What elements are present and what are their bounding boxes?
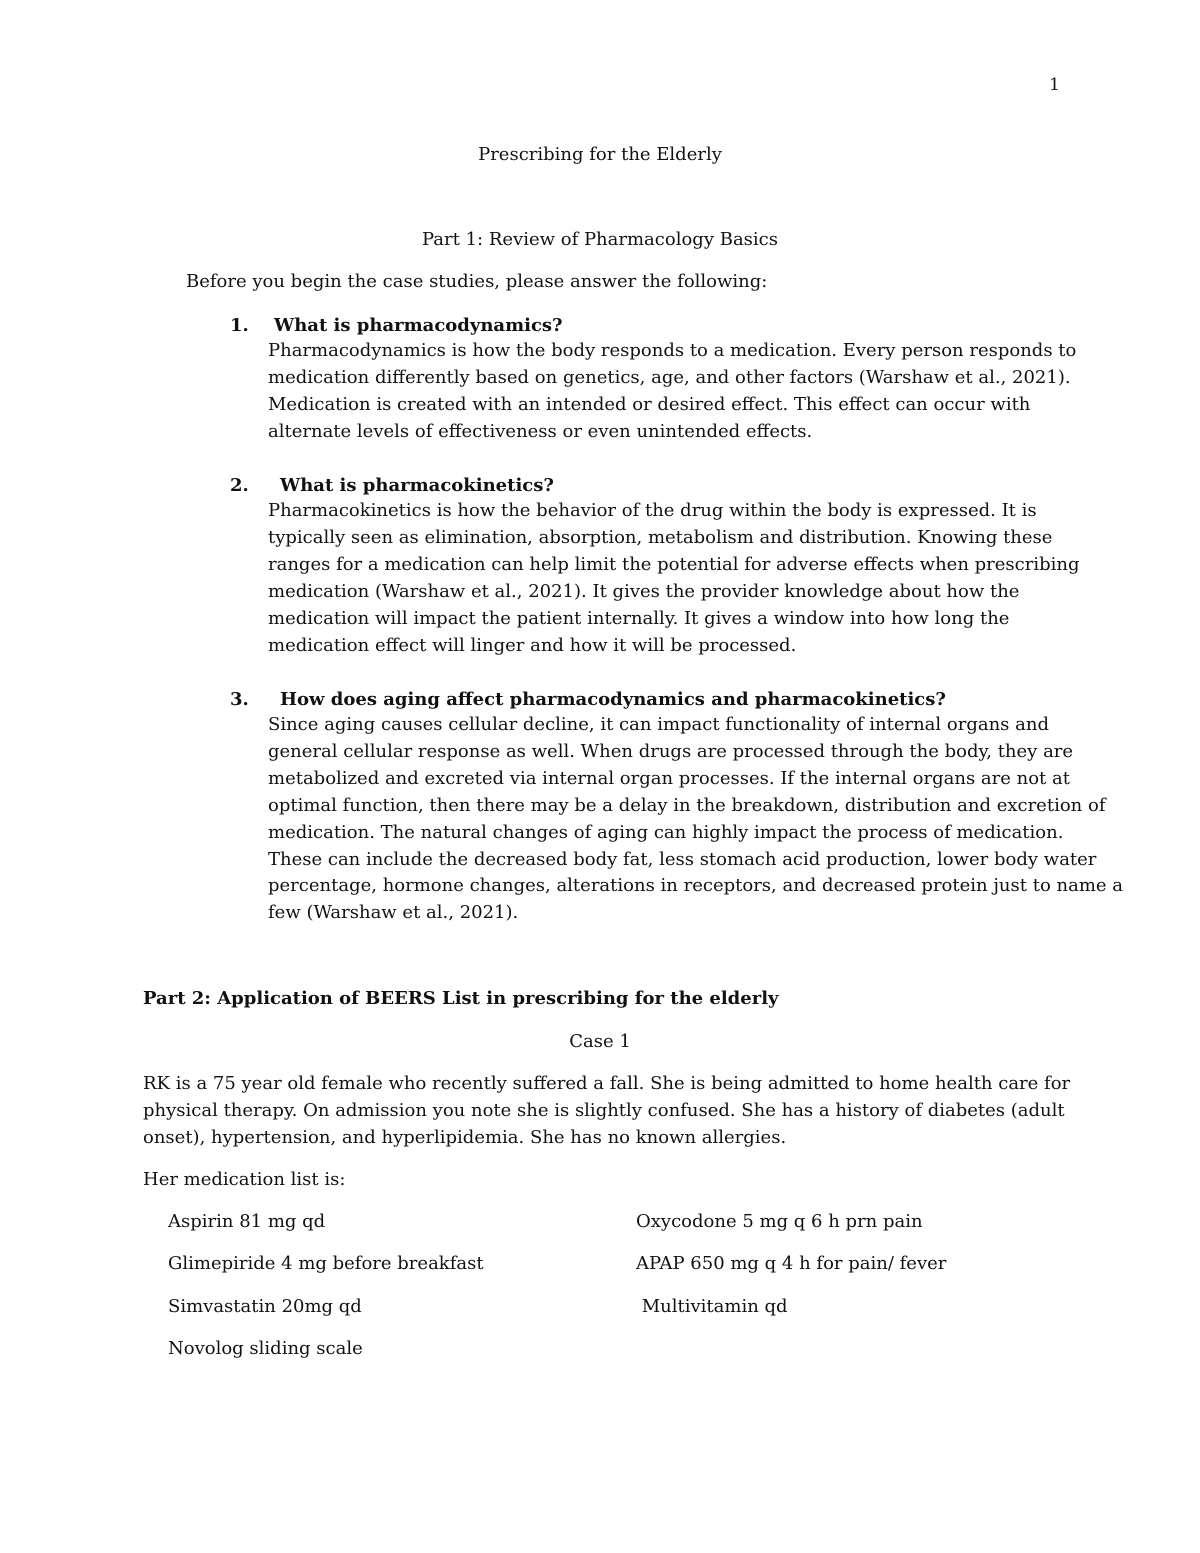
answer-line: Pharmacodynamics is how the body responds to a medication. Every person responds to — [268, 340, 1077, 361]
medication-item: Simvastatin 20mg qd — [168, 1296, 362, 1317]
part2-heading: Part 2: Application of BEERS List in prescribing for the elderly — [143, 988, 779, 1009]
answer-line: percentage, hormone changes, alterations in receptors, and decreased protein just to name a — [268, 875, 1123, 897]
case-line: onset), hypertension, and hyperlipidemia. She has no known allergies. — [143, 1127, 787, 1148]
answer-line: medication (Warshaw et al., 2021). It gives the provider knowledge about how the — [268, 580, 1020, 602]
answer-line: general cellular response as well. When drugs are processed through the body, they are — [268, 740, 1074, 762]
case-line: RK is a 75 year old female who recently suffered a fall. She is being admitted to home health care for — [143, 1073, 1071, 1094]
answer-line: metabolized and excreted via internal organ processes. If the internal organs are not at — [268, 767, 1070, 789]
medication-list-label: Her medication list is: — [143, 1169, 346, 1190]
answer-line: These can include the decreased body fat, less stomach acid production, lower body water — [268, 848, 1097, 870]
answer-line: few (Warshaw et al., 2021). — [268, 902, 519, 924]
answer-block — [268, 712, 1123, 927]
question-number: 3. — [230, 689, 249, 710]
part1-heading: Part 1: Review of Pharmacology Basics — [421, 229, 778, 250]
answer-line: medication differently based on genetics, age, and other factors (Warshaw et al., 2021). — [268, 366, 1071, 388]
answer-block — [268, 338, 1077, 446]
answer-line: ranges for a medication can help limit the potential for adverse effects when prescribing — [268, 553, 1080, 575]
answer-line: Since aging causes cellular decline, it can impact functionality of internal organs and — [268, 714, 1049, 735]
question-number: 2. — [230, 475, 249, 496]
question-title: What is pharmacokinetics? — [280, 475, 554, 496]
answer-block — [268, 498, 1080, 659]
answer-line: Medication is created with an intended or desired effect. This effect can occur with — [268, 393, 1031, 415]
question-title: What is pharmacodynamics? — [274, 315, 563, 336]
question-number: 1. — [230, 315, 249, 336]
answer-line: medication effect will linger and how it will be processed. — [268, 634, 797, 656]
case-line: physical therapy. On admission you note she is slightly confused. She has a history of diabetes (adult — [143, 1100, 1065, 1121]
answer-line: medication will impact the patient internally. It gives a window into how long the — [268, 607, 1010, 629]
page-number: 1 — [1049, 75, 1060, 95]
medication-item: Oxycodone 5 mg q 6 h prn pain — [636, 1211, 923, 1232]
medication-item: Multivitamin qd — [636, 1296, 788, 1317]
part1-intro: Before you begin the case studies, please answer the following: — [186, 271, 768, 292]
medication-item: Aspirin 81 mg qd — [168, 1211, 326, 1232]
case-title: Case 1 — [569, 1031, 631, 1052]
medication-item: Glimepiride 4 mg before breakfast — [168, 1253, 484, 1274]
answer-line: optimal function, then there may be a delay in the breakdown, distribution and excretion of — [268, 794, 1106, 816]
document-title: Prescribing for the Elderly — [478, 144, 722, 165]
answer-line: Pharmacokinetics is how the behavior of the drug within the body is expressed. It is — [268, 500, 1037, 521]
answer-line: medication. The natural changes of aging can highly impact the process of medication. — [268, 821, 1064, 843]
medication-item: APAP 650 mg q 4 h for pain/ fever — [636, 1253, 947, 1274]
answer-line: alternate levels of effectiveness or even unintended effects. — [268, 420, 813, 442]
question-title: How does aging affect pharmacodynamics and pharmacokinetics? — [280, 689, 946, 710]
medication-item: Novolog sliding scale — [168, 1338, 363, 1359]
case-description — [143, 1070, 1071, 1151]
answer-line: typically seen as elimination, absorption, metabolism and distribution. Knowing these — [268, 526, 1053, 548]
